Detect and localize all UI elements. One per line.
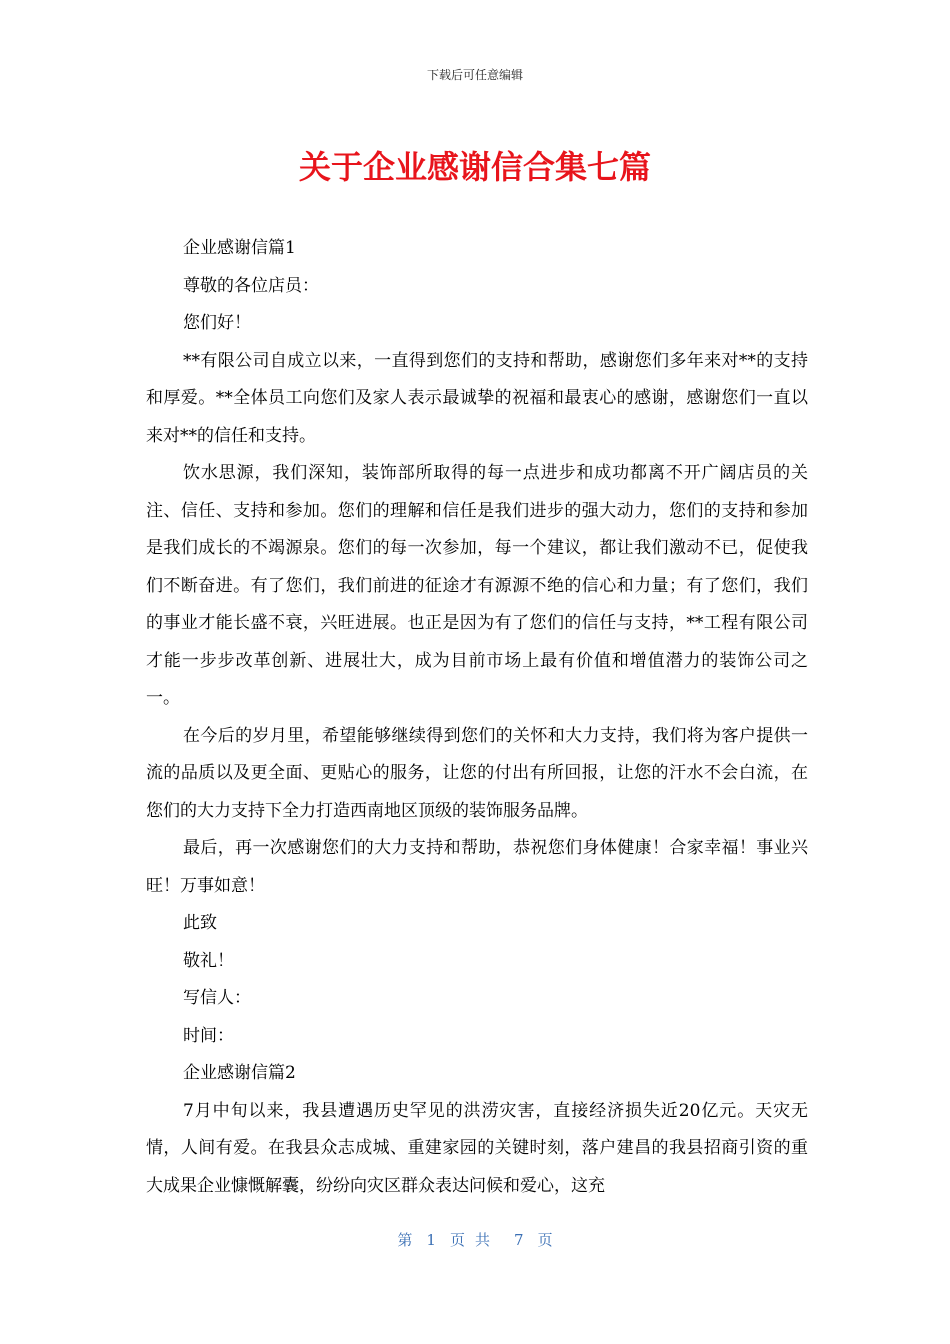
document-title: 关于企业感谢信合集七篇 xyxy=(298,148,651,186)
letter2-heading: 企业感谢信篇2 xyxy=(183,1063,296,1083)
letter1-closing-1: 此致 xyxy=(183,913,217,933)
letter1-greeting: 您们好！ xyxy=(183,313,251,333)
page-label-mid: 页共 xyxy=(449,1231,500,1249)
letter1-paragraph-2: 饮水思源，我们深知，装饰部所取得的每一点进步和成功都离不开广阔店员的关注、信任、支持和参加。您们的理解和信任是我们进步的强大动力，您们的支持和参加是我们成长的不竭源泉。您们的每一次参加，每一个建议，都让我们激动不已，促使我们不断奋进。有了您们，我们前进的征途才有源源不绝的信心和力量；有了您们，我们的事业才能长盛不衰，兴旺进展。也正是因为有了您们的信任与支持，**工程有限公司才能一步步改革创新、进展壮大，成为目前市场上最有价值和增值潜力的装饰公司之一。 xyxy=(146,463,808,708)
letter1-paragraph-1: **有限公司自成立以来，一直得到您们的支持和帮助，感谢您们多年来对**的支持和厚爱。**全体员工向您们及家人表示最诚挚的祝福和最衷心的感谢，感谢您们一直以来对**的信任和支持。 xyxy=(146,350,808,446)
page-total-number: 7 xyxy=(514,1231,524,1249)
letter1-paragraph-4: 最后，再一次感谢您们的大力支持和帮助，恭祝您们身体健康！合家幸福！事业兴旺！万事如意！ xyxy=(146,838,808,896)
document-body xyxy=(146,230,808,1205)
letter1-salutation: 尊敬的各位店员： xyxy=(183,275,319,296)
page-header-note: 下载后可任意编辑 xyxy=(426,68,523,82)
page-label-suffix: 页 xyxy=(537,1231,553,1249)
letter2-paragraph-1: 7月中旬以来，我县遭遇历史罕见的洪涝灾害，直接经济损失近20亿元。天灾无情，人间有爱。在我县众志成城、重建家园的关键时刻，落户建昌的我县招商引资的重大成果企业慷慨解囊，纷纷向灾区群众表达问候和爱心，这充 xyxy=(146,1100,808,1196)
page-footer xyxy=(0,1229,950,1250)
page-current-number: 1 xyxy=(426,1231,436,1249)
letter1-paragraph-3: 在今后的岁月里，希望能够继续得到您们的关怀和大力支持，我们将为客户提供一流的品质以及更全面、更贴心的服务，让您的付出有所回报，让您的汗水不会白流，在您们的大力支持下全力打造西南地区顶级的装饰服务品牌。 xyxy=(146,725,808,821)
letter1-heading: 企业感谢信篇1 xyxy=(183,238,296,258)
page-label-prefix: 第 xyxy=(397,1231,413,1249)
letter1-closing-2: 敬礼！ xyxy=(183,950,234,971)
letter1-time: 时间： xyxy=(183,1025,234,1046)
letter1-writer: 写信人： xyxy=(183,988,251,1008)
